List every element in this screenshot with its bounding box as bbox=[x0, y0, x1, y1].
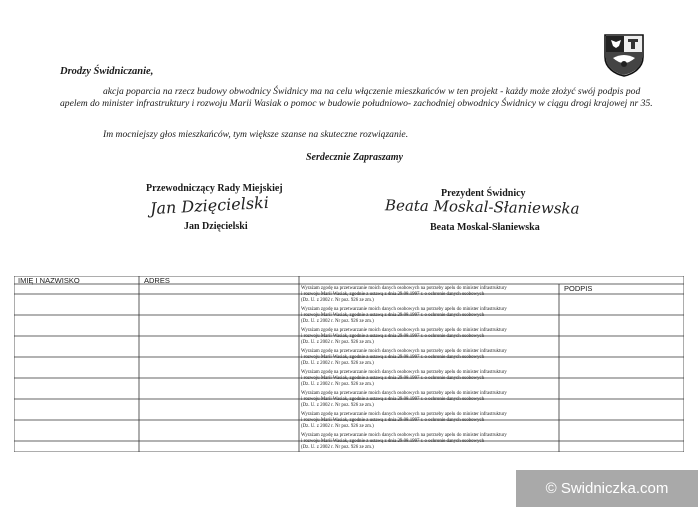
consent-text-line-2: i rozwoju Marii Wasiak, zgodnie z ustawą z dnia 29.08.1997 r. o ochronie danych osobowych bbox=[301, 439, 485, 444]
letter-closing: Serdecznie Zapraszamy bbox=[306, 152, 403, 163]
consent-text-line-1: Wyrażam zgodę na przetwarzanie moich danych osobowych na potrzeby apelu do minister infrastruktury bbox=[301, 328, 507, 333]
council-chairman-title: Przewodniczący Rady Miejskiej bbox=[146, 183, 283, 194]
consent-text-line-1: Wyrażam zgodę na przetwarzanie moich danych osobowych na potrzeby apelu do minister infrastruktury bbox=[301, 370, 507, 375]
letter-body-second: Im mocniejszy głos mieszkańców, tym większe szanse na skuteczne rozwiązanie. bbox=[103, 129, 409, 140]
consent-text-line-2: i rozwoju Marii Wasiak, zgodnie z ustawą z dnia 29.08.1997 r. o ochronie danych osobowych bbox=[301, 334, 485, 339]
consent-text-line-3: (Dz. U. z 2002 r. Nr poz. 926 ze zm.) bbox=[301, 361, 374, 366]
consent-text-line-3: (Dz. U. z 2002 r. Nr poz. 926 ze zm.) bbox=[301, 382, 374, 387]
consent-text-line-2: i rozwoju Marii Wasiak, zgodnie z ustawą z dnia 29.08.1997 r. o ochronie danych osobowych bbox=[301, 397, 485, 402]
consent-cell bbox=[301, 370, 557, 388]
consent-text-line-3: (Dz. U. z 2002 r. Nr poz. 926 ze zm.) bbox=[301, 340, 374, 345]
consent-cell bbox=[301, 391, 557, 409]
council-chairman-signature: Jan Dzięcielski bbox=[149, 192, 270, 219]
column-header-address: ADRES bbox=[144, 276, 170, 285]
column-header-signature: PODPIS bbox=[564, 284, 593, 293]
consent-cell bbox=[301, 349, 557, 367]
consent-text-line-3: (Dz. U. z 2002 r. Nr poz. 926 ze zm.) bbox=[301, 403, 374, 408]
consent-text-line-2: i rozwoju Marii Wasiak, zgodnie z ustawą z dnia 29.08.1997 r. o ochronie danych osobowych bbox=[301, 418, 485, 423]
consent-cell bbox=[301, 412, 557, 430]
consent-text-line-2: i rozwoju Marii Wasiak, zgodnie z ustawą z dnia 29.08.1997 r. o ochronie danych osobowych bbox=[301, 376, 485, 381]
site-watermark: © Swidniczka.com bbox=[516, 470, 698, 507]
consent-text-line-2: i rozwoju Marii Wasiak, zgodnie z ustawą z dnia 29.08.1997 r. o ochronie danych osobowych bbox=[301, 292, 485, 297]
mayor-signature: Beata Moskal-Słaniewska bbox=[384, 196, 580, 218]
consent-text-line-1: Wyrażam zgodę na przetwarzanie moich danych osobowych na potrzeby apelu do minister infrastruktury bbox=[301, 391, 507, 396]
consent-text-line-1: Wyrażam zgodę na przetwarzanie moich danych osobowych na potrzeby apelu do minister infrastruktury bbox=[301, 307, 507, 312]
column-header-name: IMIĘ I NAZWISKO bbox=[18, 276, 80, 285]
mayor-name: Beata Moskal-Słaniewska bbox=[430, 222, 540, 233]
consent-text-line-1: Wyrażam zgodę na przetwarzanie moich danych osobowych na potrzeby apelu do minister infrastruktury bbox=[301, 412, 507, 417]
consent-cell bbox=[301, 307, 557, 325]
letter-greeting: Drodzy Świdniczanie, bbox=[60, 66, 154, 77]
consent-text-line-1: Wyrażam zgodę na przetwarzanie moich danych osobowych na potrzeby apelu do minister infrastruktury bbox=[301, 286, 507, 291]
consent-text-line-3: (Dz. U. z 2002 r. Nr poz. 926 ze zm.) bbox=[301, 319, 374, 324]
consent-text-line-2: i rozwoju Marii Wasiak, zgodnie z ustawą z dnia 29.08.1997 r. o ochronie danych osobowych bbox=[301, 355, 485, 360]
letter-body: akcja poparcia na rzecz budowy obwodnicy Świdnicy ma na celu włączenie mieszkańców w ten projekt - każdy może złożyć swój podpis pod apelem do minister infrastruktury i rozwoju Marii Wasiak o pomoc w budowie południowo- zachodniej obwodnicy Świdnicy w ciągu drogi krajowej nr 35. bbox=[60, 86, 653, 109]
consent-text-line-3: (Dz. U. z 2002 r. Nr poz. 926 ze zm.) bbox=[301, 298, 374, 303]
consent-text-line-2: i rozwoju Marii Wasiak, zgodnie z ustawą z dnia 29.08.1997 r. o ochronie danych osobowych bbox=[301, 313, 485, 318]
consent-cell bbox=[301, 286, 557, 304]
council-chairman-name: Jan Dzięcielski bbox=[184, 221, 248, 232]
consent-text-line-3: (Dz. U. z 2002 r. Nr poz. 926 ze zm.) bbox=[301, 445, 374, 450]
city-coat-of-arms bbox=[603, 33, 645, 77]
consent-cell bbox=[301, 328, 557, 346]
petition-signature-form bbox=[14, 276, 684, 452]
consent-text-line-3: (Dz. U. z 2002 r. Nr poz. 926 ze zm.) bbox=[301, 424, 374, 429]
consent-text-line-1: Wyrażam zgodę na przetwarzanie moich danych osobowych na potrzeby apelu do minister infrastruktury bbox=[301, 349, 507, 354]
consent-cell bbox=[301, 433, 557, 451]
consent-text-line-1: Wyrażam zgodę na przetwarzanie moich danych osobowych na potrzeby apelu do minister infrastruktury bbox=[301, 433, 507, 438]
mayor-title: Prezydent Świdnicy bbox=[441, 188, 526, 199]
